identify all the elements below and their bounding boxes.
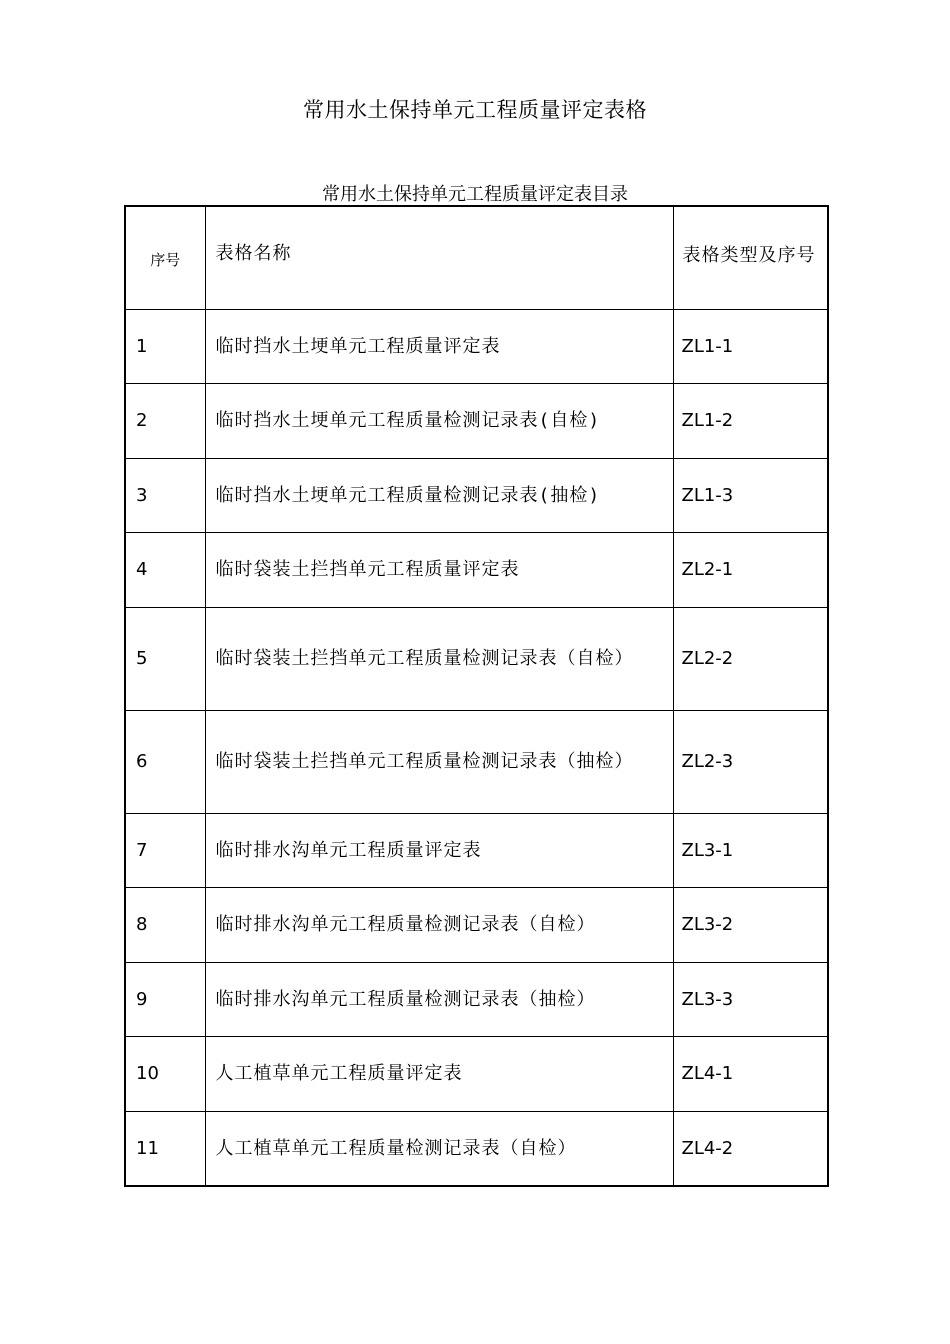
row-form-code: ZL3-2 [673,888,828,963]
row-form-name: 人工植草单元工程质量评定表 [205,1037,673,1112]
table-row [125,1037,828,1112]
header-form-name: 表格名称 [205,206,673,309]
row-serial-number: 3 [125,458,205,533]
row-form-code: ZL3-1 [673,813,828,888]
table-row [125,962,828,1037]
row-form-name: 临时挡水土埂单元工程质量评定表 [205,309,673,384]
table-header-row [125,206,828,309]
row-form-name: 临时挡水土埂单元工程质量检测记录表(自检) [205,384,673,459]
row-form-name: 临时袋装土拦挡单元工程质量评定表 [205,533,673,608]
row-serial-number: 6 [125,710,205,813]
row-form-code: ZL2-1 [673,533,828,608]
catalog-table [124,205,829,1187]
table-row [125,533,828,608]
row-form-code: ZL2-2 [673,607,828,710]
table-caption: 常用水土保持单元工程质量评定表目录 [322,184,628,205]
table-row [125,710,828,813]
row-form-code: ZL3-3 [673,962,828,1037]
table-row [125,607,828,710]
table-row [125,888,828,963]
row-form-name: 临时挡水土埂单元工程质量检测记录表(抽检) [205,458,673,533]
row-serial-number: 10 [125,1037,205,1112]
row-form-name: 临时袋装土拦挡单元工程质量检测记录表（自检） [205,607,673,710]
row-form-name: 临时袋装土拦挡单元工程质量检测记录表（抽检） [205,710,673,813]
row-form-code: ZL2-3 [673,710,828,813]
row-form-name: 临时排水沟单元工程质量评定表 [205,813,673,888]
row-serial-number: 8 [125,888,205,963]
row-serial-number: 9 [125,962,205,1037]
row-form-code: ZL4-2 [673,1111,828,1186]
row-serial-number: 1 [125,309,205,384]
row-form-code: ZL1-3 [673,458,828,533]
header-form-type-code: 表格类型及序号 [673,206,828,309]
row-form-name: 临时排水沟单元工程质量检测记录表（抽检） [205,962,673,1037]
row-serial-number: 2 [125,384,205,459]
row-serial-number: 7 [125,813,205,888]
header-serial-number: 序号 [125,206,205,309]
row-serial-number: 4 [125,533,205,608]
row-form-name: 人工植草单元工程质量检测记录表（自检） [205,1111,673,1186]
table-row [125,1111,828,1186]
table-row [125,813,828,888]
table-row [125,458,828,533]
document-title: 常用水土保持单元工程质量评定表格 [303,98,647,122]
table-row [125,309,828,384]
row-form-code: ZL1-2 [673,384,828,459]
row-serial-number: 11 [125,1111,205,1186]
row-form-code: ZL1-1 [673,309,828,384]
row-serial-number: 5 [125,607,205,710]
row-form-code: ZL4-1 [673,1037,828,1112]
table-row [125,384,828,459]
row-form-name: 临时排水沟单元工程质量检测记录表（自检） [205,888,673,963]
